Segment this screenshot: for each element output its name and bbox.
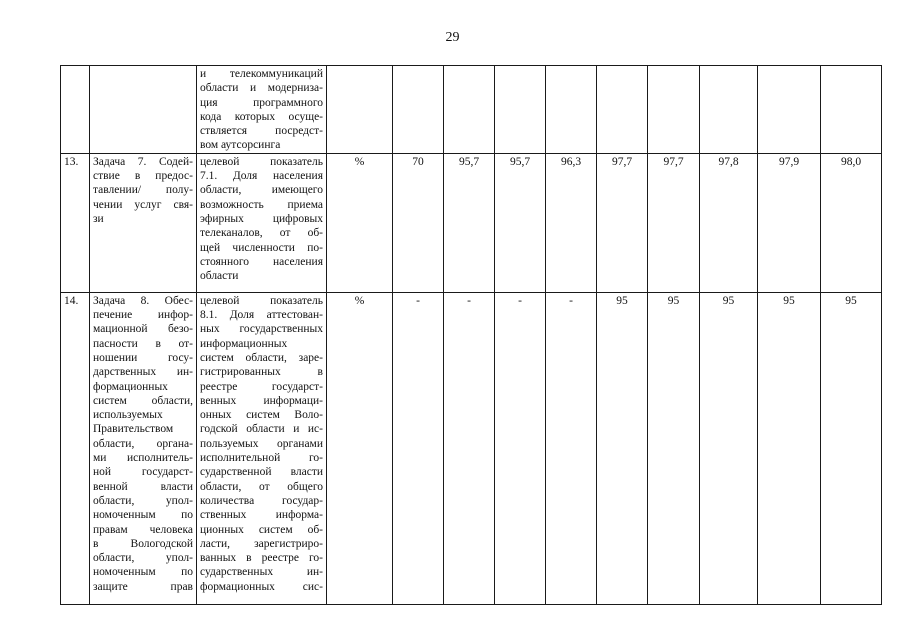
table-row [61,153,882,292]
unit-cell: % [327,292,393,604]
value-cell: - [444,292,495,604]
value-cell: - [393,292,444,604]
value-cell: - [546,292,597,604]
value-cell: 70 [393,153,444,292]
value-cell: 96,3 [546,153,597,292]
row-index-cell [61,66,90,154]
value-cell [546,66,597,154]
value-cell: 95 [758,292,821,604]
indicator-cell: и телекоммуникаций области и модерниза- ция программного кода которых осуще- ствляется посредст- вом аутсорсинга [197,66,327,154]
value-cell [597,66,648,154]
value-cell: - [495,292,546,604]
value-cell: 95 [821,292,882,604]
table-row [61,66,882,154]
unit-cell: % [327,153,393,292]
task-cell [90,66,197,154]
value-cell: 97,7 [597,153,648,292]
value-cell: 98,0 [821,153,882,292]
value-cell: 95 [597,292,648,604]
page-number: 29 [445,30,460,45]
row-index-cell: 14. [61,292,90,604]
value-cell: 95 [700,292,758,604]
table-row [61,292,882,604]
value-cell [821,66,882,154]
row-index-cell: 13. [61,153,90,292]
value-cell [648,66,700,154]
value-cell: 97,8 [700,153,758,292]
indicators-table [60,65,882,605]
value-cell [444,66,495,154]
indicator-cell: целевой показатель 8.1. Доля аттестован- ных государственных информационных систем области, заре- гистрированных в реестре государст- венных информаци- онных систем Воло- годской области и ис- пользуемых органами исполнительной го- сударственной власти области, от общего количества государ- ственных информа- ционных систем об- ласти, зарегистриро- ванных в реестре го- сударственных ин- формационных сис- [197,292,327,604]
value-cell: 95 [648,292,700,604]
task-cell: Задача 7. Содей- ствие в предос- тавлении/ полу- чении услуг свя- зи [90,153,197,292]
unit-cell [327,66,393,154]
value-cell [758,66,821,154]
value-cell: 97,9 [758,153,821,292]
value-cell [393,66,444,154]
indicator-cell: целевой показатель 7.1. Доля населения области, имеющего возможность приема эфирных цифровых телеканалов, от об- щей численности по- стоянного населения области [197,153,327,292]
value-cell: 95,7 [495,153,546,292]
value-cell [495,66,546,154]
value-cell: 97,7 [648,153,700,292]
task-cell: Задача 8. Обес- печение инфор- мационной безо- пасности в от- ношении госу- дарственных ин- формационных систем области, используемых Правительством области, органа- ми исполнитель- ной государст- венной власти области, упол- номоченным по правам человека в Вологодской области, упол- номоченным по защите прав [90,292,197,604]
value-cell: 95,7 [444,153,495,292]
value-cell [700,66,758,154]
